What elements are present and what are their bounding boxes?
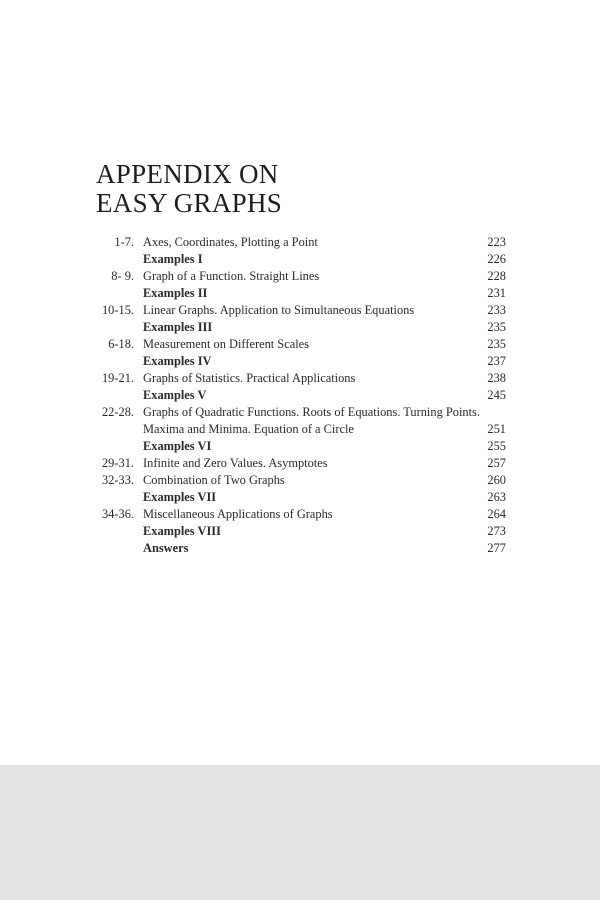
toc-page-number: 237 xyxy=(487,354,506,368)
toc-entry-title: Maxima and Minima. Equation of a Circle xyxy=(143,422,354,436)
toc-section-row xyxy=(96,370,506,387)
toc-page-number: 257 xyxy=(487,456,506,470)
toc-page-number: 277 xyxy=(487,541,506,555)
toc-section-number: 19-21. xyxy=(101,371,134,385)
toc-section-number: 29-31. xyxy=(101,456,134,470)
toc-page-number: 233 xyxy=(487,303,506,317)
toc-section-number: 1-7. xyxy=(114,235,134,249)
toc-examples-row xyxy=(96,387,506,404)
toc-entry-title: Graphs of Statistics. Practical Applications xyxy=(143,371,356,385)
toc-entry-title: Examples I xyxy=(143,252,203,266)
toc-entry-title: Infinite and Zero Values. Asymptotes xyxy=(143,456,328,470)
toc-page-number: 226 xyxy=(487,252,506,266)
toc-page-number: 231 xyxy=(487,286,506,300)
toc-page-number: 245 xyxy=(487,388,506,402)
toc-page-number: 273 xyxy=(487,524,506,538)
toc-entry-title: Examples V xyxy=(143,388,207,402)
toc-page-number: 260 xyxy=(487,473,506,487)
toc-section-row xyxy=(96,302,506,319)
toc-section-number: 6-18. xyxy=(108,337,134,351)
toc-section-number: 8- 9. xyxy=(111,269,134,283)
toc-entry-title: Combination of Two Graphs xyxy=(143,473,285,487)
toc-section-row xyxy=(96,234,506,251)
toc-entry-title: Linear Graphs. Application to Simultaneous Equations xyxy=(143,303,415,317)
toc-page-number: 264 xyxy=(487,507,506,521)
toc-page-number: 263 xyxy=(487,490,506,504)
title-line-2: EASY GRAPHS xyxy=(96,188,283,218)
table-of-contents xyxy=(96,234,506,557)
toc-entry-title: Measurement on Different Scales xyxy=(143,337,309,351)
toc-section-row xyxy=(96,404,506,421)
toc-examples-row xyxy=(96,319,506,336)
toc-page-number: 228 xyxy=(487,269,506,283)
toc-examples-row xyxy=(96,353,506,370)
page-title xyxy=(96,160,282,218)
toc-examples-row xyxy=(96,251,506,268)
toc-examples-row xyxy=(96,285,506,302)
toc-examples-row xyxy=(96,438,506,455)
toc-entry-title: Examples III xyxy=(143,320,213,334)
footer-band xyxy=(0,765,600,900)
toc-section-row xyxy=(96,268,506,285)
toc-page-number: 223 xyxy=(487,235,506,249)
toc-entry-title: Examples VI xyxy=(143,439,212,453)
toc-section-number: 22-28. xyxy=(101,405,134,419)
toc-entry-title: Examples IV xyxy=(143,354,212,368)
toc-examples-row xyxy=(96,489,506,506)
toc-examples-row xyxy=(96,523,506,540)
toc-section-number: 10-15. xyxy=(101,303,134,317)
toc-entry-title: Miscellaneous Applications of Graphs xyxy=(143,507,333,521)
toc-section-number: 34-36. xyxy=(101,507,134,521)
toc-section-row xyxy=(96,472,506,489)
toc-section-row xyxy=(96,421,506,438)
toc-page-number: 251 xyxy=(487,422,506,436)
toc-section-row xyxy=(96,506,506,523)
toc-page-number: 235 xyxy=(487,337,506,351)
toc-page-number: 238 xyxy=(487,371,506,385)
toc-section-number: 32-33. xyxy=(101,473,134,487)
toc-entry-title: Examples VII xyxy=(143,490,217,504)
toc-examples-row xyxy=(96,540,506,557)
toc-entry-title: Axes, Coordinates, Plotting a Point xyxy=(143,235,318,249)
toc-entry-title: Graphs of Quadratic Functions. Roots of Equations. Turning Points. xyxy=(143,405,480,419)
toc-section-row xyxy=(96,336,506,353)
toc-entry-title: Examples II xyxy=(143,286,208,300)
toc-entry-title: Examples VIII xyxy=(143,524,221,538)
toc-page-number: 235 xyxy=(487,320,506,334)
title-line-1: APPENDIX ON xyxy=(96,159,279,189)
toc-section-row xyxy=(96,455,506,472)
toc-entry-title: Answers xyxy=(143,541,189,555)
toc-entry-title: Graph of a Function. Straight Lines xyxy=(143,269,320,283)
toc-page-number: 255 xyxy=(487,439,506,453)
